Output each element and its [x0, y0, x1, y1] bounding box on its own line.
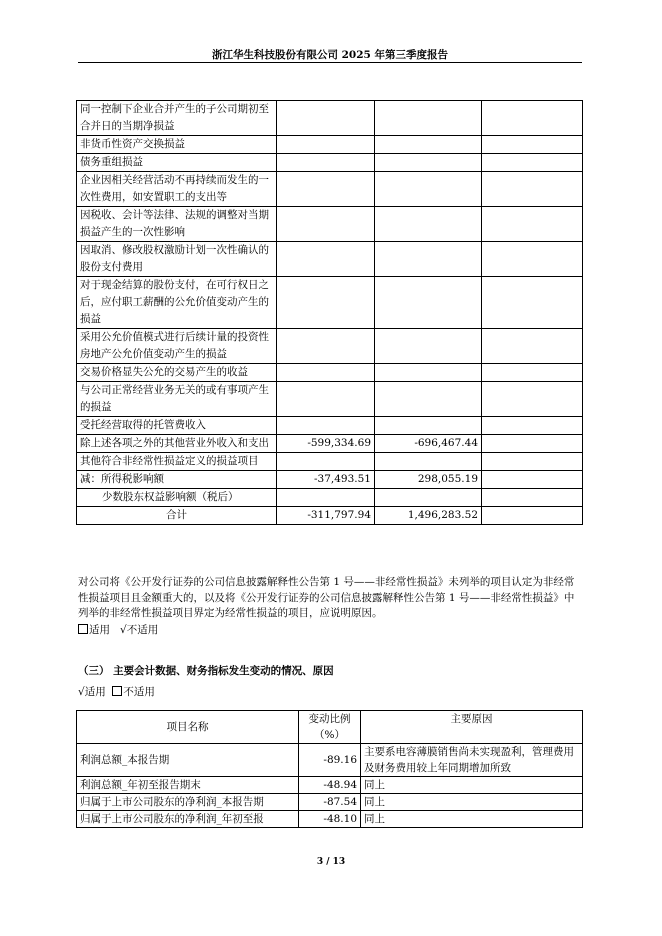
row-value-current-period — [277, 417, 375, 435]
row-change-ratio: -48.10 — [299, 811, 361, 828]
section-3-title: （三） 主要会计数据、财务指标发生变动的情况、原因 — [78, 665, 334, 677]
row-item-label: 因取消、修改股权激励计划一次性确认的股份支付费用 — [77, 242, 277, 277]
checkbox-not-applicable-unchecked — [112, 686, 122, 696]
row-item-label: 企业因相关经营活动不再持续而发生的一次性费用，如安置职工的支出等 — [77, 172, 277, 207]
row-main-reason: 同上 — [361, 811, 583, 828]
row-change-ratio: -87.54 — [299, 794, 361, 811]
row-main-reason: 同上 — [361, 794, 583, 811]
row-value-year-to-date — [375, 172, 482, 207]
row-item-name: 利润总额_年初至报告期末 — [77, 777, 299, 794]
table-row — [77, 101, 583, 136]
table-row — [77, 777, 583, 794]
applicability-options-2 — [78, 685, 584, 701]
table-row — [77, 329, 583, 364]
row-main-reason: 主要系电容薄膜销售尚未实现盈利，管理费用及财务费用较上年同期增加所致 — [361, 744, 583, 777]
table-header-row — [77, 711, 583, 744]
row-value-year-to-date — [375, 154, 482, 172]
row-note — [482, 471, 583, 489]
check-mark: √ — [78, 686, 85, 698]
header-item-name: 项目名称 — [77, 711, 299, 744]
table-row — [77, 471, 583, 489]
table-row — [77, 453, 583, 471]
row-item-label: 非货币性资产交换损益 — [77, 136, 277, 154]
row-main-reason: 同上 — [361, 777, 583, 794]
explanation-paragraph: 对公司将《公开发行证券的公司信息披露解释性公告第 1 号——非经常性损益》未列举的项目认定为非经常性损益项目且金额重大的，以及将《公开发行证券的公司信息披露解释性公告第 1 号——非经常性损益》中列举的非经常性损益项目界定为经常性损益的项目，应说明原因。 — [78, 576, 575, 619]
header-main-reason: 主要原因 — [361, 711, 583, 744]
row-value-year-to-date — [375, 382, 482, 417]
row-value-year-to-date: -696,467.44 — [375, 435, 482, 453]
table-row — [77, 417, 583, 435]
table-row — [77, 154, 583, 172]
page-header-title: 浙江华生科技股份有限公司 2025 年第三季度报告 — [211, 49, 449, 61]
page-number: 3 / 13 — [316, 857, 346, 867]
row-value-current-period — [277, 242, 375, 277]
row-value-year-to-date — [375, 489, 482, 507]
header-rule — [78, 62, 582, 63]
row-note — [482, 364, 583, 382]
row-item-name: 归属于上市公司股东的净利润_本报告期 — [77, 794, 299, 811]
applicable-label: 适用 — [84, 686, 106, 698]
row-note — [482, 329, 583, 364]
row-note — [482, 507, 583, 525]
row-item-label: 债务重组损益 — [77, 154, 277, 172]
row-value-current-period — [277, 329, 375, 364]
row-note — [482, 382, 583, 417]
row-note — [482, 172, 583, 207]
row-value-current-period — [277, 154, 375, 172]
not-applicable-label: 不适用 — [123, 686, 155, 698]
non-recurring-items-table — [76, 100, 583, 525]
row-value-current-period — [277, 382, 375, 417]
row-value-year-to-date: 298,055.19 — [375, 471, 482, 489]
row-item-label: 采用公允价值模式进行后续计量的投资性房地产公允价值变动产生的损益 — [77, 329, 277, 364]
table-row — [77, 507, 583, 525]
row-item-label: 对于现金结算的股份支付，在可行权日之后，应付职工薪酬的公允价值变动产生的损益 — [77, 277, 277, 329]
row-item-label: 少数股东权益影响额（税后） — [77, 489, 277, 507]
row-item-label: 受托经营取得的托管费收入 — [77, 417, 277, 435]
row-note — [482, 417, 583, 435]
change-reasons-table — [76, 710, 583, 828]
row-value-year-to-date — [375, 364, 482, 382]
row-value-year-to-date — [375, 101, 482, 136]
row-item-label: 交易价格显失公允的交易产生的收益 — [77, 364, 277, 382]
table-row — [77, 364, 583, 382]
table-row — [77, 207, 583, 242]
row-value-year-to-date — [375, 207, 482, 242]
checkbox-applicable-unchecked — [78, 624, 88, 634]
row-value-year-to-date — [375, 136, 482, 154]
row-item-label: 合计 — [77, 507, 277, 525]
row-item-label: 与公司正常经营业务无关的或有事项产生的损益 — [77, 382, 277, 417]
table-row — [77, 277, 583, 329]
row-change-ratio: -89.16 — [299, 744, 361, 777]
row-value-year-to-date — [375, 277, 482, 329]
row-value-current-period — [277, 207, 375, 242]
row-item-label: 同一控制下企业合并产生的子公司期初至合并日的当期净损益 — [77, 101, 277, 136]
table-row — [77, 136, 583, 154]
row-value-current-period — [277, 101, 375, 136]
row-change-ratio: -48.94 — [299, 777, 361, 794]
row-item-label: 因税收、会计等法律、法规的调整对当期损益产生的一次性影响 — [77, 207, 277, 242]
not-applicable-label: 不适用 — [126, 624, 159, 636]
row-value-year-to-date: 1,496,283.52 — [375, 507, 482, 525]
table-row — [77, 242, 583, 277]
row-note — [482, 154, 583, 172]
row-value-current-period: -311,797.94 — [277, 507, 375, 525]
row-value-year-to-date — [375, 242, 482, 277]
check-mark: √ — [120, 624, 127, 636]
row-note — [482, 435, 583, 453]
row-note — [482, 207, 583, 242]
row-value-current-period — [277, 364, 375, 382]
row-value-year-to-date — [375, 417, 482, 435]
row-value-current-period — [277, 489, 375, 507]
row-value-year-to-date — [375, 329, 482, 364]
row-item-label: 减：所得税影响额 — [77, 471, 277, 489]
table-row — [77, 489, 583, 507]
row-note — [482, 101, 583, 136]
row-item-name: 利润总额_本报告期 — [77, 744, 299, 777]
row-value-year-to-date — [375, 453, 482, 471]
row-note — [482, 489, 583, 507]
row-note — [482, 136, 583, 154]
table-row — [77, 172, 583, 207]
row-note — [482, 453, 583, 471]
table-row — [77, 811, 583, 828]
row-item-label: 其他符合非经常性损益定义的损益项目 — [77, 453, 277, 471]
header-change-ratio: 变动比例（%） — [299, 711, 361, 744]
row-value-current-period — [277, 277, 375, 329]
row-note — [482, 277, 583, 329]
table-row — [77, 382, 583, 417]
row-value-current-period — [277, 453, 375, 471]
applicability-options-1 — [78, 623, 584, 639]
row-value-current-period: -37,493.51 — [277, 471, 375, 489]
table-row — [77, 794, 583, 811]
row-value-current-period: -599,334.69 — [277, 435, 375, 453]
row-value-current-period — [277, 172, 375, 207]
table-row — [77, 435, 583, 453]
table-row — [77, 744, 583, 777]
row-value-current-period — [277, 136, 375, 154]
row-note — [482, 242, 583, 277]
row-item-label: 除上述各项之外的其他营业外收入和支出 — [77, 435, 277, 453]
applicable-label: 适用 — [89, 624, 110, 636]
row-item-name: 归属于上市公司股东的净利润_年初至报 — [77, 811, 299, 828]
